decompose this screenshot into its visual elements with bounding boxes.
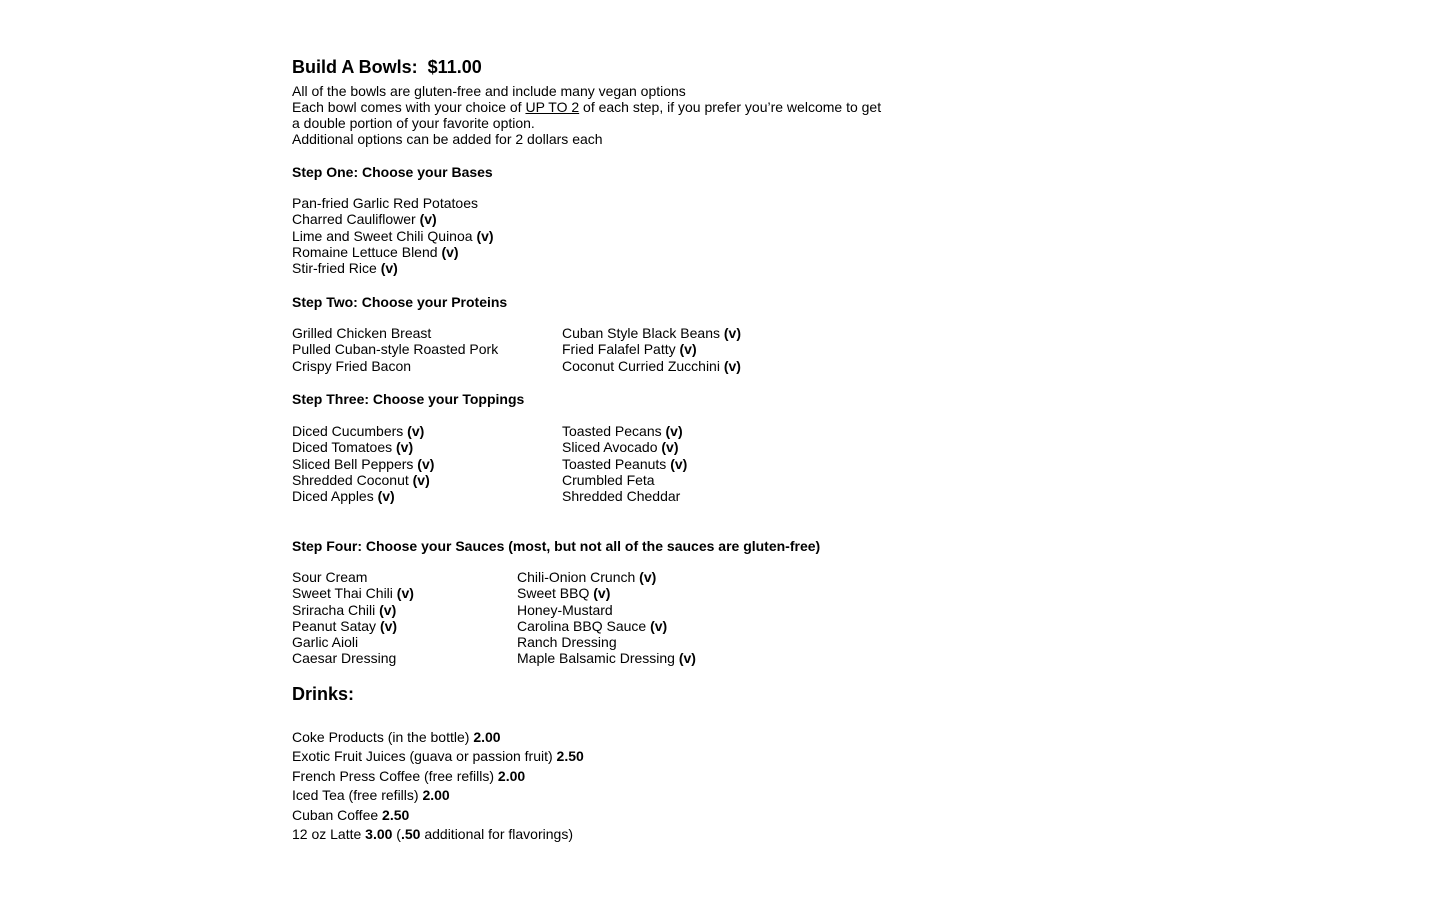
vegan-marker: (v)	[379, 601, 397, 618]
drink-name: Coke Products (in the bottle)	[292, 729, 474, 745]
menu-item-name: Chili-Onion Crunch	[517, 569, 640, 585]
vegan-marker: (v)	[723, 325, 741, 341]
drink-name: French Press Coffee (free refills)	[292, 768, 498, 784]
drink-price: 2.50	[556, 748, 584, 764]
menu-item-name: Stir-fried Rice	[292, 260, 381, 277]
bowls-price: $11.00	[427, 57, 482, 77]
vegan-marker: (v)	[723, 357, 741, 374]
menu-item	[562, 325, 741, 341]
menu-item	[517, 585, 696, 601]
drink-item	[292, 748, 584, 764]
vegan-marker: (v)	[650, 617, 668, 634]
drink-price: 2.00	[422, 787, 450, 803]
vegan-marker: (v)	[593, 585, 611, 602]
vegan-marker: (v)	[379, 617, 398, 634]
menu-item-name: Sriracha Chili	[292, 601, 380, 618]
vegan-marker: (v)	[396, 585, 414, 602]
menu-item	[292, 341, 498, 357]
intro-line-4: Additional options can be added for 2 dollars each	[292, 131, 603, 147]
menu-item-name: Toasted Peanuts	[562, 455, 671, 472]
drink-item	[292, 768, 525, 784]
bowls-heading	[292, 57, 482, 78]
intro-line-3: a double portion of your favorite option.	[292, 115, 535, 131]
vegan-marker: (v)	[476, 227, 494, 244]
drink-price: 3.00	[365, 826, 393, 842]
drink-note-open: (	[392, 826, 401, 842]
menu-item	[292, 569, 414, 585]
step-one-heading: Step One: Choose your Bases	[292, 164, 493, 180]
menu-item	[292, 634, 414, 650]
menu-item-name: Sweet Thai Chili	[292, 585, 397, 602]
menu-item	[562, 341, 741, 357]
menu-item	[292, 211, 494, 227]
vegan-marker: (v)	[665, 423, 683, 439]
proteins-list-left	[292, 325, 498, 374]
drink-item	[292, 826, 573, 842]
drink-item	[292, 807, 409, 823]
menu-item	[292, 488, 434, 504]
drink-note: additional for flavorings)	[420, 826, 573, 842]
vegan-marker: (v)	[661, 439, 679, 456]
intro-line-2	[292, 99, 881, 115]
intro-line-2-pre: Each bowl comes with your choice of	[292, 99, 526, 115]
drink-name: 12 oz Latte	[292, 826, 366, 842]
drink-price: 2.00	[473, 729, 501, 745]
menu-item	[517, 602, 696, 618]
drink-name: Exotic Fruit Juices (guava or passion fruit)	[292, 748, 557, 764]
vegan-marker: (v)	[639, 569, 657, 585]
menu-item	[517, 650, 696, 666]
menu-item-name: Fried Falafel Patty	[562, 341, 680, 358]
toppings-list-left	[292, 423, 434, 504]
drink-price: 2.50	[382, 807, 410, 823]
menu-item	[562, 358, 741, 374]
menu-item	[292, 439, 434, 455]
sauces-list-left	[292, 569, 414, 667]
intro-line-2-post: of each step, if you prefer you’re welcome to get	[579, 99, 882, 115]
menu-item-name: Grilled Chicken Breast	[292, 325, 432, 341]
menu-item-name: Garlic Aioli	[292, 634, 359, 651]
vegan-marker: (v)	[396, 439, 414, 456]
drink-item	[292, 729, 501, 745]
menu-item-name: Diced Cucumbers	[292, 423, 408, 439]
step-two-heading: Step Two: Choose your Proteins	[292, 294, 508, 310]
menu-item-name: Sweet BBQ	[517, 585, 594, 602]
drink-name: Cuban Coffee	[292, 807, 383, 823]
menu-item	[562, 472, 687, 488]
step-three-heading: Step Three: Choose your Toppings	[292, 391, 525, 407]
vegan-marker: (v)	[670, 455, 688, 472]
drink-item	[292, 787, 450, 803]
menu-item	[292, 585, 414, 601]
drink-price: 2.00	[497, 768, 526, 784]
step-four-heading: Step Four: Choose your Sauces (most, but not all of the sauces are gluten-free)	[292, 538, 821, 554]
menu-item-name: Toasted Pecans	[562, 423, 666, 439]
menu-item-name: Diced Apples	[292, 488, 378, 505]
proteins-list-right	[562, 325, 741, 374]
menu-item-name: Shredded Cheddar	[562, 488, 681, 505]
vegan-marker: (v)	[380, 260, 398, 277]
drink-name: Iced Tea (free refills)	[292, 787, 423, 803]
menu-item-name: Sliced Avocado	[562, 439, 662, 456]
menu-item-name: Romaine Lettuce Blend	[292, 243, 442, 260]
vegan-marker: (v)	[679, 341, 697, 358]
menu-item-name: Crumbled Feta	[562, 471, 655, 488]
menu-item	[292, 650, 414, 666]
vegan-marker: (v)	[407, 423, 425, 439]
menu-item	[562, 456, 687, 472]
menu-item-name: Pulled Cuban-style Roasted Pork	[292, 341, 499, 358]
menu-item-name: Crispy Fried Bacon	[292, 357, 412, 374]
menu-item	[292, 195, 494, 211]
menu-item	[292, 472, 434, 488]
menu-item	[292, 602, 414, 618]
vegan-marker: (v)	[417, 455, 435, 472]
menu-item-name: Sliced Bell Peppers	[292, 455, 418, 472]
toppings-list-right	[562, 423, 687, 504]
menu-item	[292, 228, 494, 244]
menu-item	[562, 423, 687, 439]
menu-item-name: Cuban Style Black Beans	[562, 325, 724, 341]
vegan-marker: (v)	[419, 211, 437, 228]
menu-item	[292, 260, 494, 276]
up-to-2-emphasis: UP TO 2	[525, 99, 580, 115]
bases-list	[292, 195, 494, 276]
menu-item-name: Pan-fried Garlic Red Potatoes	[292, 195, 478, 211]
vegan-marker: (v)	[412, 471, 430, 488]
menu-item-name: Lime and Sweet Chili Quinoa	[292, 227, 477, 244]
menu-item-name: Carolina BBQ Sauce	[517, 617, 651, 634]
menu-item-name: Caesar Dressing	[292, 650, 397, 667]
menu-item	[562, 439, 687, 455]
vegan-marker: (v)	[678, 650, 696, 667]
menu-item	[562, 488, 687, 504]
menu-item-name: Ranch Dressing	[517, 634, 617, 651]
drink-addon-price: .50	[400, 826, 421, 842]
menu-item-name: Shredded Coconut	[292, 471, 413, 488]
menu-item-name: Coconut Curried Zucchini	[562, 357, 724, 374]
menu-item	[517, 634, 696, 650]
menu-item-name: Diced Tomatoes	[292, 439, 397, 456]
menu-item	[292, 325, 498, 341]
sauces-list-right	[517, 569, 696, 667]
intro-line-1: All of the bowls are gluten-free and include many vegan options	[292, 83, 686, 99]
menu-item-name: Maple Balsamic Dressing	[517, 650, 679, 667]
menu-item	[292, 618, 414, 634]
menu-item	[292, 244, 494, 260]
menu-item-name: Honey-Mustard	[517, 601, 613, 618]
menu-item	[292, 456, 434, 472]
drinks-heading: Drinks:	[292, 684, 355, 704]
menu-item	[517, 618, 696, 634]
vegan-marker: (v)	[377, 488, 395, 505]
menu-item	[292, 423, 434, 439]
menu-item-name: Charred Cauliflower	[292, 211, 420, 228]
bowls-title: Build A Bowls:	[292, 57, 418, 77]
menu-item-name: Sour Cream	[292, 569, 368, 585]
vegan-marker: (v)	[441, 243, 459, 260]
menu-item	[292, 358, 498, 374]
menu-item-name: Peanut Satay	[292, 617, 380, 634]
menu-item	[517, 569, 696, 585]
